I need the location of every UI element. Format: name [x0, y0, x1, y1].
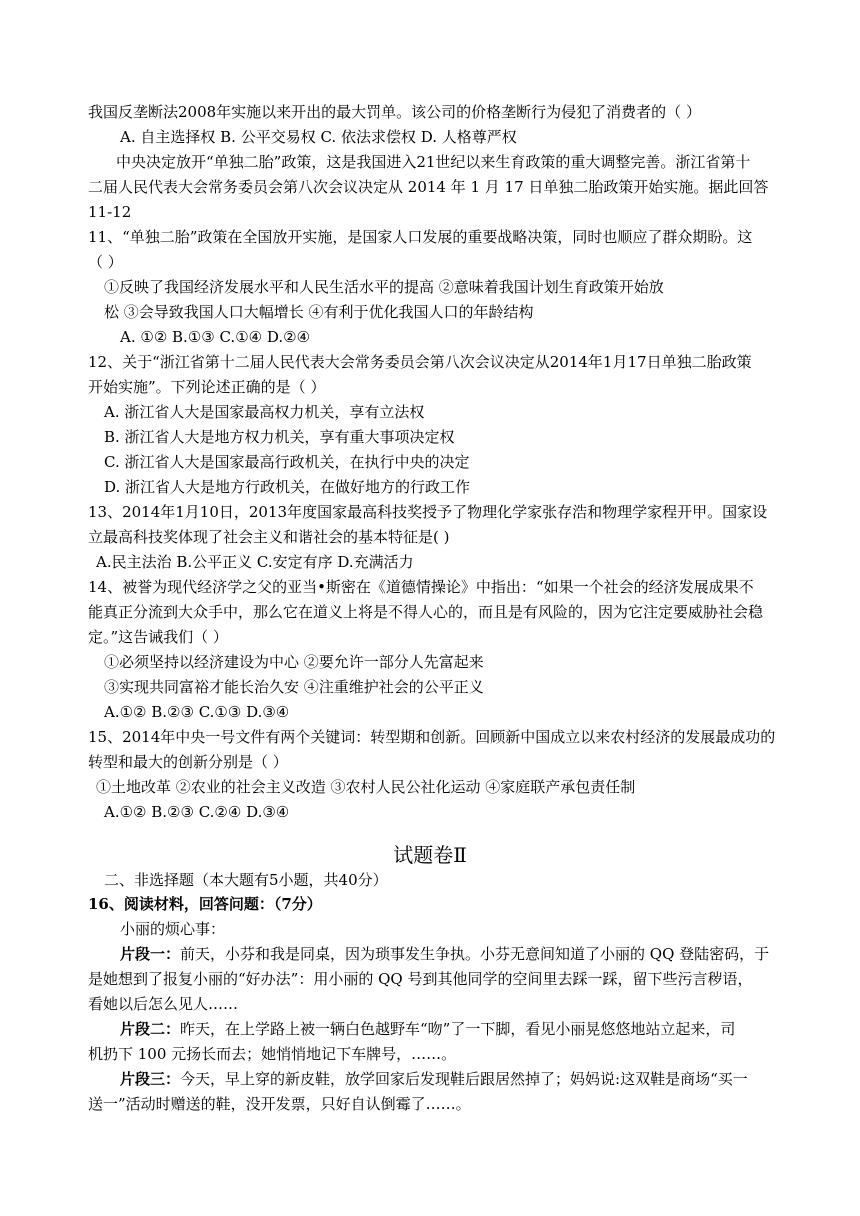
answer-options: A.①② B.②③ C.②④ D.③④ — [104, 803, 290, 821]
question-16-title: 16、阅读材料，回答问题：（7分） — [88, 895, 322, 913]
text-line: ①土地改革 ②农业的社会主义改造 ③农村人民公社化运动 ④家庭联产承包责任制 — [96, 778, 636, 796]
passage-label: 片段二： — [120, 1020, 181, 1038]
passage-2-line — [120, 1019, 735, 1039]
passage-text: 前天，小芬和我是同桌，因为琐事发生争执。小芬无意间知道了小丽的 QQ 登陆密码，于 — [180, 945, 770, 963]
passage-1-line: 看她以后怎么见人…… — [88, 995, 239, 1013]
text-line: （ ） — [88, 253, 123, 271]
story-intro: 小丽的烦心事： — [120, 920, 226, 938]
passage-text: 昨天，在上学路上被一辆白色越野车“吻”了一下脚，看见小丽晃悠悠地站立起来，司 — [180, 1020, 736, 1038]
passage-3-line — [120, 1069, 748, 1089]
question-12: 12、关于“浙江省第十二届人民代表大会常务委员会第八次会议决定从2014年1月17日单独二胎政策 — [88, 353, 752, 371]
text-line: 我国反垄断法2008年实施以来开出的最大罚单。该公司的价格垄断行为侵犯了消费者的（ ） — [88, 103, 701, 121]
passage-1-line: 是她想到了报复小丽的“好办法”：用小丽的 QQ 号到其他同学的空间里去踩一踩，留下些污言秽语， — [88, 970, 753, 988]
text-line: ③实现共同富裕才能长治久安 ④注重维护社会的公平正义 — [104, 678, 484, 696]
text-line: 能真正分流到大众手中，那么它在道义上将是不得人心的，而且是有风险的，因为它注定要威胁社会稳 — [88, 603, 764, 621]
text-line: 转型和最大的创新分别是（ ） — [88, 753, 288, 771]
passage-text: 今天，早上穿的新皮鞋，放学回家后发现鞋后跟居然掉了；妈妈说:这双鞋是商场“买一 — [180, 1070, 748, 1088]
answer-options: A. 自主选择权 B. 公平交易权 C. 依法求偿权 D. 人格尊严权 — [120, 128, 517, 146]
text-line: 二届人民代表大会常务委员会第八次会议决定从 2014 年 1 月 17 日单独二胎政策开始实施。据此回答 — [88, 178, 769, 196]
text-line: 开始实施”。下列论述正确的是（ ） — [88, 378, 326, 396]
passage-label: 片段一： — [120, 945, 181, 963]
text-line: ①必须坚持以经济建设为中心 ②要允许一部分人先富起来 — [104, 653, 484, 671]
passage-label: 片段三： — [120, 1070, 181, 1088]
text-line: 定。”这告诫我们（ ） — [88, 628, 228, 646]
question-14: 14、被誉为现代经济学之父的亚当•斯密在《道德情操论》中指出：“如果一个社会的经济发展成果不 — [88, 578, 754, 596]
passage-2-line: 机扔下 100 元扬长而去；她悄悄地记下车牌号，……。 — [88, 1045, 457, 1063]
passage-1-line — [120, 944, 769, 964]
answer-options: A. ①② B.①③ C.①④ D.②④ — [120, 328, 311, 346]
section-title: 试题卷Ⅱ — [393, 843, 467, 867]
answer-options: A.民主法治 B.公平正义 C.安定有序 D.充满活力 — [96, 553, 414, 571]
question-15: 15、2014年中央一号文件有两个关键词：转型期和创新。回顾新中国成立以来农村经济的发展最成功的 — [88, 728, 776, 746]
answer-option: D. 浙江省人大是地方行政机关，在做好地方的行政工作 — [104, 478, 471, 496]
question-13: 13、2014年1月10日，2013年度国家最高科技奖授予了物理化学家张存浩和物理学家程开甲。国家设 — [88, 503, 768, 521]
text-line: 松 ③会导致我国人口大幅增长 ④有利于优化我国人口的年龄结构 — [104, 303, 534, 321]
text-line: 11-12 — [88, 203, 132, 221]
answer-options: A.①② B.②③ C.①③ D.③④ — [104, 703, 290, 721]
answer-option: A. 浙江省人大是国家最高权力机关，享有立法权 — [104, 403, 425, 421]
text-line: ①反映了我国经济发展水平和人民生活水平的提高 ②意味着我国计划生育政策开始放 — [104, 278, 664, 296]
passage-3-line: 送一”活动时赠送的鞋，没开发票，只好自认倒霉了……。 — [88, 1095, 471, 1113]
section-subtitle: 二、非选择题（本大题有5小题，共40分） — [104, 871, 388, 889]
text-line: 中央决定放开“单独二胎”政策，这是我国进入21世纪以来生育政策的重大调整完善。浙江省第十 — [116, 153, 751, 171]
answer-option: B. 浙江省人大是地方权力机关，享有重大事项决定权 — [104, 428, 455, 446]
text-line: 立最高科技奖体现了社会主义和谐社会的基本特征是( ) — [88, 528, 450, 546]
answer-option: C. 浙江省人大是国家最高行政机关，在执行中央的决定 — [104, 453, 470, 471]
question-11: 11、“单独二胎”政策在全国放开实施，是国家人口发展的重要战略决策，同时也顺应了群众期盼。这 — [88, 228, 753, 246]
